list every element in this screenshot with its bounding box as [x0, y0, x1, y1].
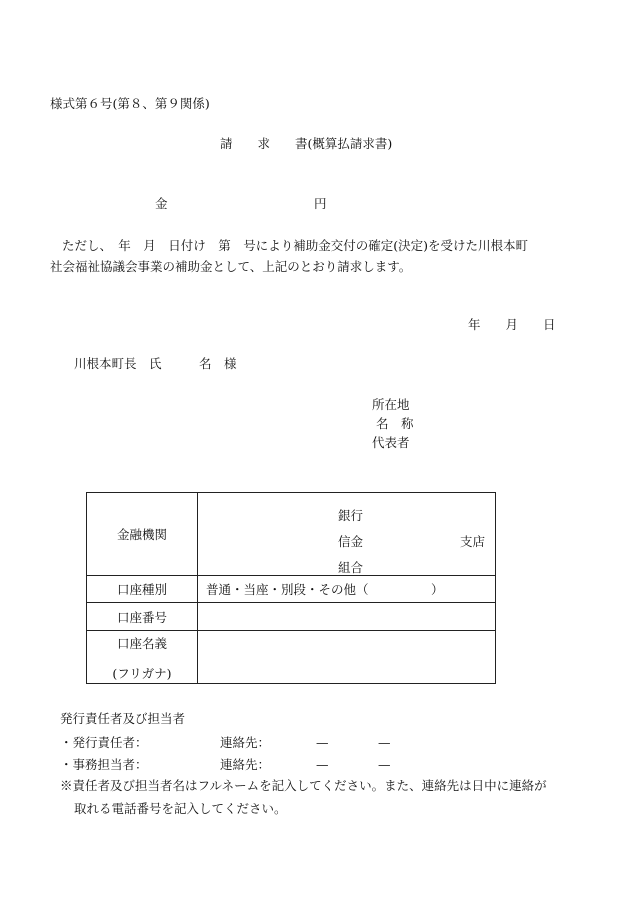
- account-holder-label: 口座名義: [116, 636, 167, 651]
- issuer-contact-label: 連絡先：: [220, 735, 271, 750]
- date-field: 年 月 日: [468, 317, 556, 332]
- staff-dash-1: —: [316, 757, 329, 772]
- document-title: 請 求 書(概算払請求書): [220, 136, 393, 151]
- account-number-label: 口座番号: [87, 603, 198, 631]
- bank-account-table: [86, 492, 496, 684]
- issuer-dash-1: —: [316, 735, 329, 750]
- account-type-label: 口座種別: [87, 576, 198, 603]
- note-line-2: 取れる電話番号を記入してください。: [74, 801, 287, 816]
- applicant-address-label: 所在地: [372, 397, 410, 412]
- issuer-dash-2: —: [378, 735, 391, 750]
- contacts-heading: 発行責任者及び担当者: [60, 711, 186, 726]
- account-number-value: [198, 603, 496, 631]
- form-number: 様式第６号(第８、第９関係): [50, 96, 210, 111]
- table-row: [87, 576, 496, 603]
- amount-prefix: 金: [155, 196, 168, 211]
- bank-type-shinkin: 信金: [338, 534, 364, 549]
- furigana-label: (フリガナ): [112, 666, 172, 681]
- staff-dash-2: —: [378, 757, 391, 772]
- addressee: 川根本町長 氏 名 様: [74, 356, 237, 371]
- institution-cell: [198, 493, 496, 576]
- bank-type-bank: 銀行: [338, 508, 364, 523]
- branch-label: 支店: [460, 534, 486, 549]
- institution-label: 金融機関: [87, 493, 198, 576]
- body-text-line-1: ただし、 年 月 日付け 第 号により補助金交付の確定(決定)を受けた川根本町: [62, 238, 529, 253]
- account-holder-label-cell: [87, 631, 198, 684]
- body-text-line-2: 社会福祉協議会事業の補助金として、上記のとおり請求します。: [50, 259, 412, 274]
- applicant-representative-label: 代表者: [372, 435, 410, 450]
- table-row: [87, 603, 496, 631]
- account-type-options: 普通・当座・別段・その他（ ）: [198, 576, 496, 603]
- staff-contact-label: 連絡先：: [220, 757, 271, 772]
- note-line-1: ※責任者及び担当者名はフルネームを記入してください。また、連絡先は日中に連絡が: [60, 778, 547, 793]
- staff-label: ・事務担当者：: [60, 757, 148, 772]
- amount-unit: 円: [314, 196, 327, 211]
- account-holder-value: [198, 631, 496, 684]
- bank-type-kumiai: 組合: [338, 560, 364, 575]
- applicant-name-label: 名 称: [376, 416, 414, 431]
- issuer-label: ・発行責任者：: [60, 735, 148, 750]
- table-row: [87, 631, 496, 684]
- table-row: [87, 493, 496, 576]
